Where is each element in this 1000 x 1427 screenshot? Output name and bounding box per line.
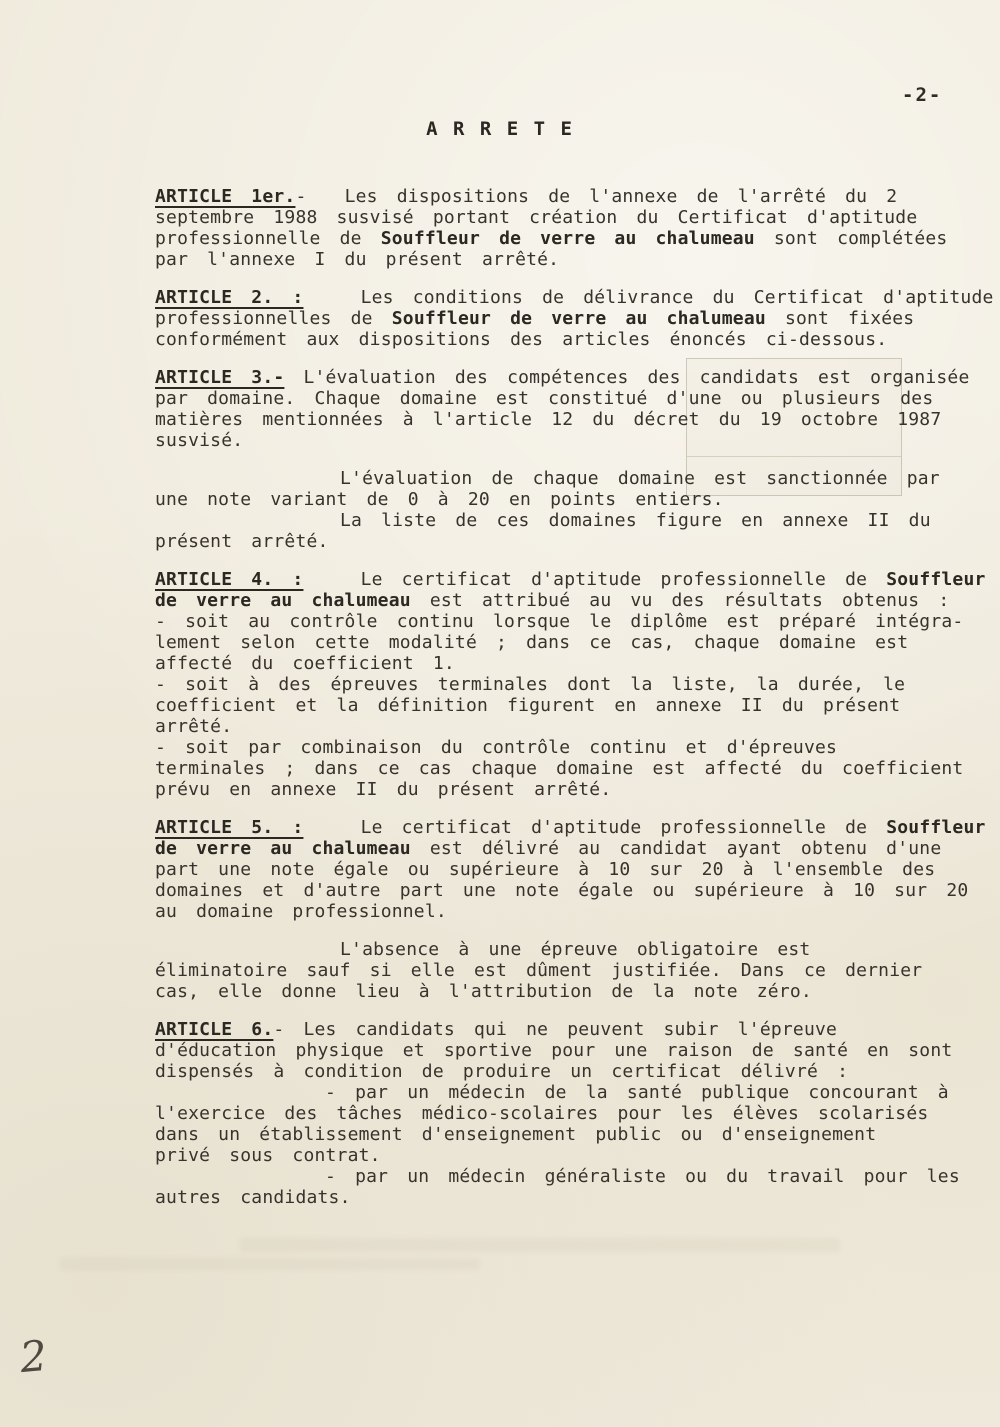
text-line [155,611,1000,632]
emphasized-text: ARTICLE 2. : [155,287,304,308]
body-text: arrêté. [155,716,233,737]
text-line [155,186,1000,207]
emphasized-text: Souffleur de verre au chalumeau [380,228,755,249]
text-line [155,653,1000,674]
text-line [155,1145,1000,1166]
text-line [155,632,1000,653]
emphasized-text: de verre au chalumeau [155,590,411,611]
text-line [155,779,1000,800]
body-text: sont fixées [765,308,915,329]
text-line [155,737,1000,758]
article-5 [155,817,1000,922]
text-line [155,817,1000,838]
body-text: terminales ; dans ce cas chaque domaine est affecté du coefficient [155,758,964,779]
body-text: est attribué au vu des résultats obtenus : [410,590,950,611]
bleedthrough-smudge [60,1258,480,1270]
emphasized-text: de verre au chalumeau [155,838,411,859]
body-text: dispensés à condition de produire un certificat délivré : [155,1061,849,1082]
text-line [155,859,1000,880]
body-text: - Les dispositions de l'annexe de l'arrêté du 2 [295,186,898,207]
text-line [155,1103,1000,1124]
text-line [155,388,1000,409]
emphasized-text: ARTICLE 6. [155,1019,274,1040]
text-line [155,468,1000,489]
body-text: par domaine. Chaque domaine est constitué d'une ou plusieurs des [155,388,934,409]
body-text: par l'annexe I du présent arrêté. [155,249,560,270]
body-text: Le certificat d'aptitude professionnelle de [303,569,887,590]
text-line [155,510,1000,531]
body-text: - soit à des épreuves terminales dont la liste, la durée, le [155,674,906,695]
text-line [155,901,1000,922]
body-text: L'absence à une épreuve obligatoire est [340,939,811,960]
body-text: au domaine professionnel. [155,901,447,922]
body-text: - Les candidats qui ne peuvent subir l'épreuve [273,1019,838,1040]
text-line [155,329,1000,350]
emphasized-text: ARTICLE 1er. [155,186,296,207]
text-line [155,228,1000,249]
body-text: l'exercice des tâches médico-scolaires pour les élèves scolarisés [155,1103,929,1124]
article-2 [155,287,1000,350]
document-title: A R R E T E [426,118,574,140]
text-line [155,1187,1000,1208]
body-text: matières mentionnées à l'article 12 du décret du 19 octobre 1987 [155,409,942,430]
emphasized-text: Souffleur [886,569,986,590]
text-line [155,981,1000,1002]
body-text: - par un médecin de la santé publique concourant à [325,1082,949,1103]
article-5-continuation [155,939,1000,1002]
body-text: L'évaluation des compétences des candidats est organisée [284,367,970,388]
body-text: Les conditions de délivrance du Certificat d'aptitude [303,287,994,308]
body-text: est délivré au candidat ayant obtenu d'une [410,838,942,859]
text-line [155,590,1000,611]
body-text: L'évaluation de chaque domaine est sanctionnée par [340,468,940,489]
body-text: privé sous contrat. [155,1145,381,1166]
page-number: -2- [902,84,943,106]
body-text: domaines et d'autre part une note égale ou supérieure à 10 sur 20 [155,880,969,901]
bleedthrough-smudge [240,1238,840,1252]
body-text: septembre 1988 susvisé portant création du Certificat d'aptitude [155,207,918,228]
body-text: susvisé. [155,430,244,451]
emphasized-text: ARTICLE 3.- [155,367,285,388]
text-line [155,1019,1000,1040]
text-line [155,1166,1000,1187]
text-line [155,207,1000,228]
body-text: prévu en annexe II du présent arrêté. [155,779,612,800]
body-text: autres candidats. [155,1187,351,1208]
text-line [155,569,1000,590]
emphasized-text: Souffleur de verre au chalumeau [391,308,766,329]
body-text: sont complétées [754,228,948,249]
body-text: une note variant de 0 à 20 en points entiers. [155,489,724,510]
body-text: affecté du coefficient 1. [155,653,455,674]
text-line [155,674,1000,695]
article-1 [155,186,1000,270]
text-line [155,960,1000,981]
body-text: lement selon cette modalité ; dans ce cas, chaque domaine est [155,632,909,653]
body-text: professionnelle de [155,228,381,249]
text-line [155,939,1000,960]
body-text: La liste de ces domaines figure en annexe II du [340,510,931,531]
body-text: coefficient et la définition figurent en annexe II du présent [155,695,901,716]
text-line [155,695,1000,716]
text-line [155,1061,1000,1082]
article-6 [155,1019,1000,1208]
text-line [155,287,1000,308]
text-line [155,367,1000,388]
body-text: part une note égale ou supérieure à 10 sur 20 à l'ensemble des [155,859,936,880]
body-text: dans un établissement d'enseignement public ou d'enseignement [155,1124,877,1145]
text-line [155,716,1000,737]
emphasized-text: Souffleur [886,817,986,838]
body-text: éliminatoire sauf si elle est dûment justifiée. Dans ce dernier [155,960,923,981]
text-line [155,489,1000,510]
text-line [155,1082,1000,1103]
text-line [155,430,1000,451]
text-line [155,1040,1000,1061]
text-line [155,880,1000,901]
text-line [155,249,1000,270]
body-text: - soit au contrôle continu lorsque le diplôme est préparé intégra- [155,611,964,632]
text-line [155,838,1000,859]
article-4 [155,569,1000,800]
emphasized-text: ARTICLE 4. : [155,569,304,590]
text-line [155,1124,1000,1145]
article-3-continuation [155,468,1000,552]
body-text: présent arrêté. [155,531,329,552]
body-text: Le certificat d'aptitude professionnelle de [303,817,887,838]
handwritten-page-number: 2 [17,1330,49,1383]
text-line [155,308,1000,329]
body-text: d'éducation physique et sportive pour une raison de santé en sont [155,1040,953,1061]
text-line [155,531,1000,552]
emphasized-text: ARTICLE 5. : [155,817,304,838]
body-text: conformément aux dispositions des articles énoncés ci-dessous. [155,329,888,350]
text-line [155,409,1000,430]
document-body [155,186,1000,1225]
text-line [155,758,1000,779]
article-3 [155,367,1000,451]
body-text: cas, elle donne lieu à l'attribution de la note zéro. [155,981,812,1002]
body-text: - par un médecin généraliste ou du travail pour les [325,1166,960,1187]
body-text: professionnelles de [155,308,392,329]
body-text: - soit par combinaison du contrôle continu et d'épreuves [155,737,838,758]
